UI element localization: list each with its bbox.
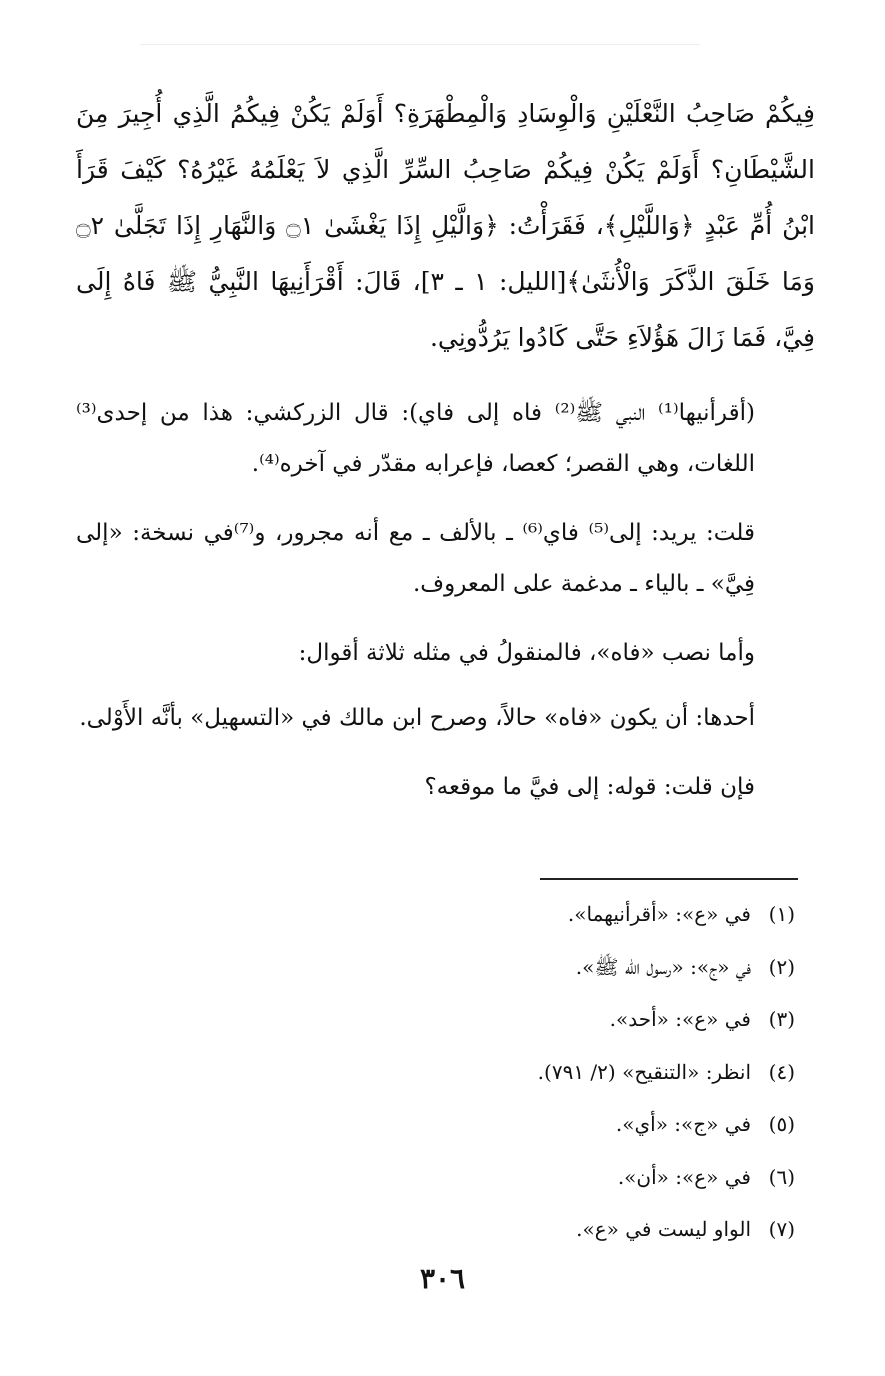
footnote-number: (٦) <box>768 1164 795 1189</box>
footnote-number: (١) <box>768 902 795 926</box>
footnote-number: (٢) <box>768 954 795 979</box>
commentary-paragraph-4: أحدها: أن يكون «فاه» حالاً، وصرح ابن مالك في «التسهيل» بأنَّه الأَوْلى. <box>79 705 755 731</box>
commentary-paragraph-5: فإن قلت: قوله: إلى فيَّ ما موقعه؟ <box>424 774 755 800</box>
footnote-item <box>175 896 795 949</box>
footnote-item <box>175 949 795 1002</box>
footnote-text: في «ج»: «أي». <box>615 1112 751 1136</box>
footnotes <box>175 896 795 1264</box>
footnote-text: في «ع»: «أقرأنيهما». <box>567 902 751 926</box>
footnote-item <box>175 1211 795 1264</box>
footnote-item <box>175 1159 795 1212</box>
page-number: ٣٠٦ <box>419 1262 466 1295</box>
footnote-text: في «ع»: «أحد». <box>609 1007 751 1031</box>
footnote-item <box>175 1054 795 1107</box>
footnote-text: انظر: «التنقيح» (٢/ ٧٩١). <box>537 1059 751 1084</box>
commentary-paragraph-1: (أقرأنيها⁽¹⁾ النبي ﷺ⁽²⁾ فاه إلى فاي): قال الزركشي: هذا من إحدى⁽³⁾ اللغات، وهي القصر؛ كعصا، فإعرابه مقدّر في آخره⁽⁴⁾. <box>76 400 755 477</box>
footnote-text: الواو ليست في «ع». <box>576 1217 751 1241</box>
main-text <box>76 86 815 813</box>
commentary-paragraph-2: قلت: يريد: إلى⁽⁵⁾ فاي⁽⁶⁾ ـ بالألف ـ مع أنه مجرور، و⁽⁷⁾في نسخة: «إلى فِيَّ» ـ بالياء ـ مدغمة على المعروف. <box>76 520 755 597</box>
footnote-number: (٧) <box>768 1217 795 1241</box>
footnote-number: (٥) <box>768 1112 795 1136</box>
footnote-item <box>175 1001 795 1054</box>
footnote-number: (٤) <box>768 1059 795 1084</box>
commentary-paragraph-3: وأما نصب «فاه»، فالمنقولُ في مثله ثلاثة أقوال: <box>298 640 755 666</box>
footnote-item <box>175 1106 795 1159</box>
footnote-number: (٣) <box>768 1007 795 1031</box>
footnote-text: في «ع»: «أن». <box>617 1164 751 1189</box>
footnote-text: في «ج»: «رسول الله ﷺ». <box>575 954 751 979</box>
footnote-separator <box>540 878 798 880</box>
hadith-text: فِيكُمْ صَاحِبُ النَّعْلَيْنِ وَالْوِسَادِ وَالْمِطْهَرَةِ؟ أَوَلَمْ يَكُنْ فِيكُمُ الَّذِي أُجِيرَ مِنَ الشَّيْطَانِ؟ أَوَلَمْ يَكُنْ فِيكُمْ صَاحِبُ السِّرِّ الَّذِي لاَ يَعْلَمُهُ غَيْرُهُ؟ كَيْفَ قَرَأَ ابْنُ أُمِّ عَبْدٍ ﴿وَاللَّيْلِ﴾، فَقَرَأْتُ: ﴿وَالَّيْلِ إِذَا يَغْشَىٰ ۝١ وَالنَّهَارِ إِذَا تَجَلَّىٰ ۝٢ وَمَا خَلَقَ الذَّكَرَ وَالْأُنثَىٰ﴾[الليل: ١ ـ ٣]، قَالَ: أَقْرَأَنِيهَا النَّبِيُّ ﷺ فَاهُ إِلَى فِيَّ، فَمَا زَالَ هَؤُلاَءِ حَتَّى كَادُوا يَرُدُّونِي. <box>76 99 815 352</box>
top-divider <box>140 44 700 45</box>
